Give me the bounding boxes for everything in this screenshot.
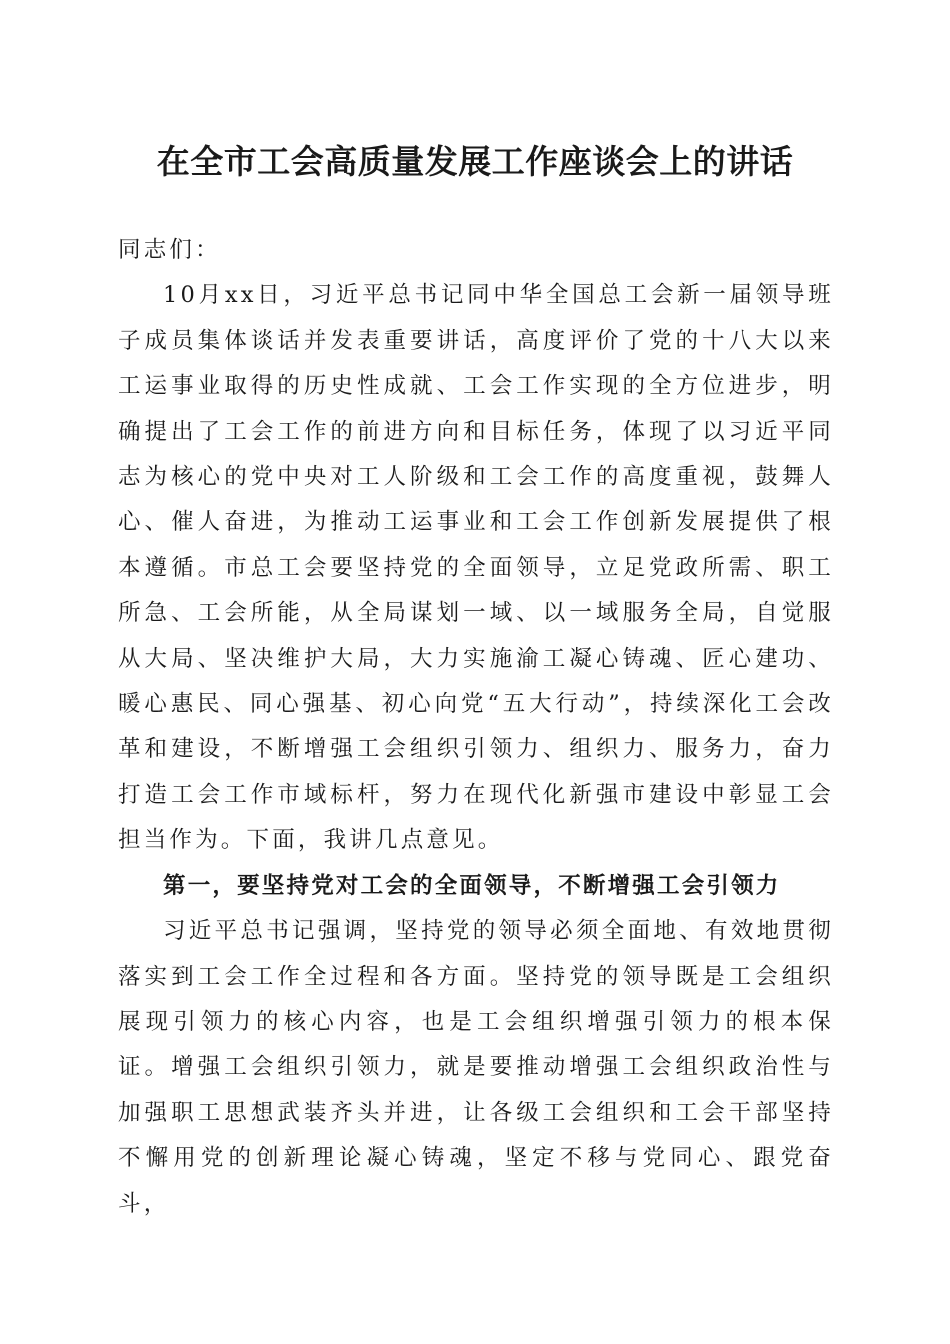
document-body	[118, 228, 834, 1227]
paragraph-section-1: 习近平总书记强调，坚持党的领导必须全面地、有效地贯彻落实到工会工作全过程和各方面。坚持党的领导既是工会组织展现引领力的核心内容，也是工会组织增强引领力的根本保证。增强工会组织引领力，就是要推动增强工会组织政治性与加强职工思想武装齐头并进，让各级工会组织和工会干部坚持不懈用党的创新理论凝心铸魂，坚定不移与党同心、跟党奋斗，	[118, 918, 834, 1217]
document-title: 在全市工会高质量发展工作座谈会上的讲话	[156, 142, 794, 181]
section-heading-1: 第一，要坚持党对工会的全面领导，不断增强工会引领力	[163, 872, 781, 899]
paragraph-intro: 10月xx日，习近平总书记同中华全国总工会新一届领导班子成员集体谈话并发表重要讲话，高度评价了党的十八大以来工运事业取得的历史性成就、工会工作实现的全方位进步，明确提出了工会工作的前进方向和目标任务，体现了以习近平同志为核心的党中央对工人阶级和工会工作的高度重视，鼓舞人心、催人奋进，为推动工运事业和工会工作创新发展提供了根本遵循。市总工会要坚持党的全面领导，立足党政所需、职工所急、工会所能，从全局谋划一域、以一域服务全局，自觉服从大局、坚决维护大局，大力实施渝工凝心铸魂、匠心建功、暖心惠民、同心强基、初心向党“五大行动”，持续深化工会改革和建设，不断增强工会组织引领力、组织力、服务力，奋力打造工会工作市域标杆，努力在现代化新强市建设中彰显工会担当作为。下面，我讲几点意见。	[118, 282, 834, 854]
salutation: 同志们：	[118, 237, 221, 263]
